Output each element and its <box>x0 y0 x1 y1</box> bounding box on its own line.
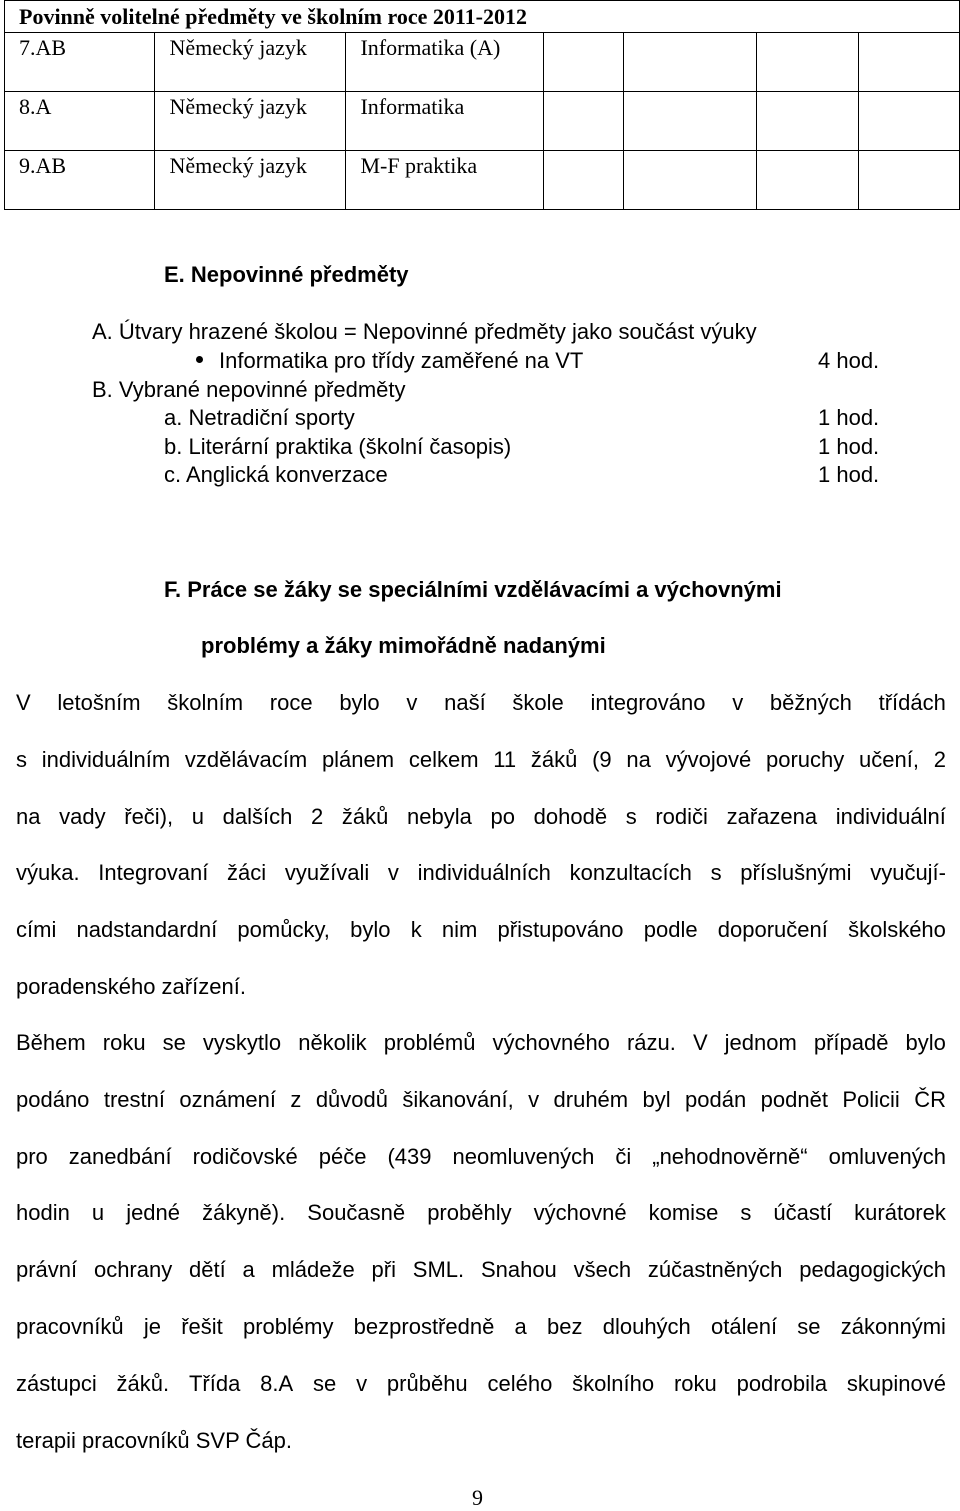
empty-cell <box>757 151 858 210</box>
paragraph-line: hodin u jedné žákyně). Současně proběhly výchovné komise s účastí kurátorek <box>16 1200 946 1225</box>
page-number: 9 <box>472 1485 483 1510</box>
table-row <box>5 151 960 210</box>
subject-cell: M-F praktika <box>346 151 543 210</box>
paragraph-line: cími nadstandardní pomůcky, bylo k nim přistupováno podle doporučení školského <box>16 917 946 942</box>
elective-subjects-table <box>4 0 960 210</box>
subject-cell: Informatika <box>346 92 543 151</box>
paragraph-line: Během roku se vyskytlo několik problémů výchovného rázu. V jednom případě bylo <box>16 1030 946 1055</box>
section-f-heading-continued: problémy a žáky mimořádně nadanými <box>201 633 606 658</box>
empty-cell <box>623 33 756 92</box>
paragraph-line: poradenského zařízení. <box>16 974 246 999</box>
table-row <box>5 92 960 151</box>
paragraph-line: pro zanedbání rodičovské péče (439 neomluvených či „nehodnověrně“ omluvených <box>16 1144 946 1169</box>
class-cell: 8.A <box>5 92 155 151</box>
paragraph-line: výuka. Integrovaní žáci využívali v individuálních konzultacích s příslušnými vyučují- <box>16 860 946 885</box>
paragraph-line: V letošním školním roce bylo v naší škole integrováno v běžných třídách <box>16 690 946 715</box>
subject-cell: Německý jazyk <box>155 33 346 92</box>
list-item-text: a. Netradiční sporty <box>164 405 355 430</box>
empty-cell <box>623 151 756 210</box>
section-e-b-label: B. Vybrané nepovinné předměty <box>92 377 406 402</box>
paragraph-line: právní ochrany dětí a mládeže při SML. Snahou všech zúčastněných pedagogických <box>16 1257 946 1282</box>
list-item-hours: 1 hod. <box>818 462 880 487</box>
bullet-icon <box>196 356 203 363</box>
section-e-heading: E. Nepovinné předměty <box>164 262 409 287</box>
empty-cell <box>858 151 959 210</box>
list-item-hours: 1 hod. <box>818 405 880 430</box>
section-f-heading: F. Práce se žáky se speciálními vzdělávacími a výchovnými <box>164 577 782 602</box>
list-item-text: b. Literární praktika (školní časopis) <box>164 434 512 459</box>
paragraph-line: zástupci žáků. Třída 8.A se v průběhu celého školního roku podrobila skupinové <box>16 1371 946 1396</box>
empty-cell <box>757 92 858 151</box>
paragraph-line: terapii pracovníků SVP Čáp. <box>16 1428 292 1453</box>
subject-cell: Německý jazyk <box>155 92 346 151</box>
bullet-item-text: Informatika pro třídy zaměřené na VT <box>219 348 584 373</box>
paragraph-line: na vady řeči), u dalších 2 žáků nebyla po dohodě s rodiči zařazena individuální <box>16 804 946 829</box>
empty-cell <box>858 92 959 151</box>
empty-cell <box>757 33 858 92</box>
empty-cell <box>543 151 623 210</box>
class-cell: 7.AB <box>5 33 155 92</box>
table-title: Povinně volitelné předměty ve školním roce 2011-2012 <box>5 1 960 33</box>
empty-cell <box>623 92 756 151</box>
list-item-hours: 1 hod. <box>818 434 880 459</box>
empty-cell <box>858 33 959 92</box>
empty-cell <box>543 33 623 92</box>
paragraph-line: pracovníků je řešit problémy bezprostředně a bez dlouhých otálení se zákonnými <box>16 1314 946 1339</box>
subject-cell: Německý jazyk <box>155 151 346 210</box>
class-cell: 9.AB <box>5 151 155 210</box>
list-item-text: c. Anglická konverzace <box>164 462 388 487</box>
subject-cell: Informatika (A) <box>346 33 543 92</box>
paragraph-line: podáno trestní oznámení z důvodů šikanování, v druhém byl podán podnět Policii ČR <box>16 1087 946 1112</box>
section-e-a-label: A. Útvary hrazené školou = Nepovinné předměty jako součást výuky <box>92 319 757 344</box>
table-row <box>5 33 960 92</box>
paragraph-line: s individuálním vzdělávacím plánem celkem 11 žáků (9 na vývojové poruchy učení, 2 <box>16 747 946 772</box>
bullet-item-hours: 4 hod. <box>818 348 880 373</box>
empty-cell <box>543 92 623 151</box>
